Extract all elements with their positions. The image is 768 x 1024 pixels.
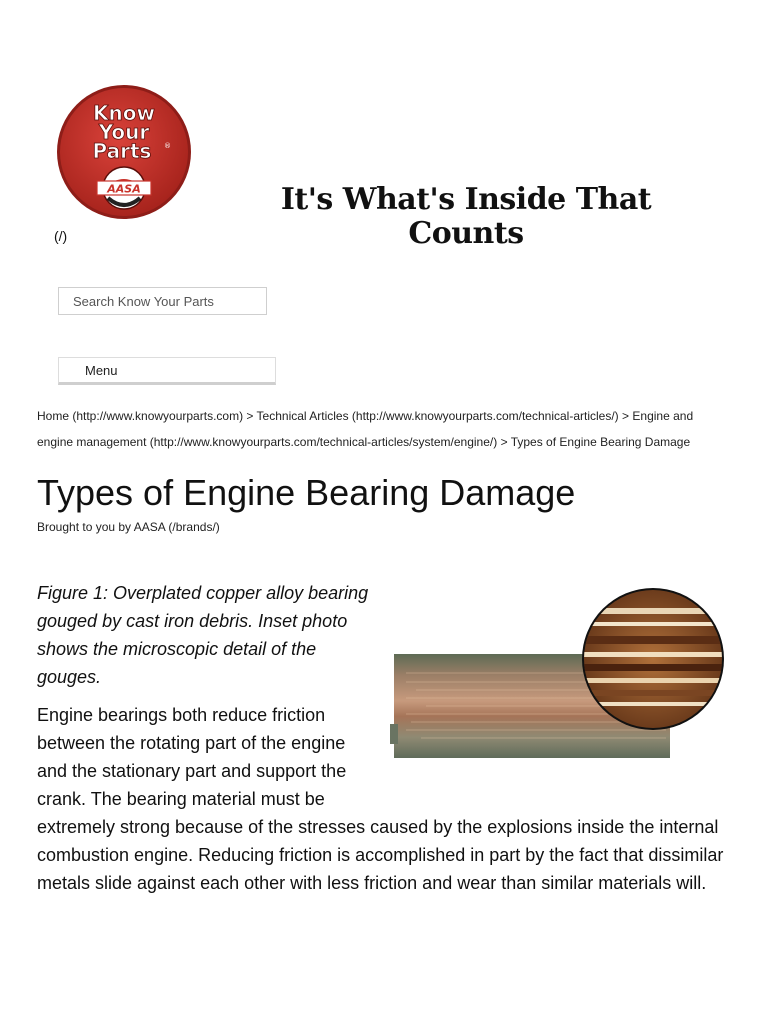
- logo-link-text: (/): [54, 228, 68, 244]
- byline: [37, 520, 220, 534]
- breadcrumb-separator: >: [622, 409, 630, 423]
- logo-badge-text: AASA: [107, 182, 141, 196]
- figure-float-spacer: [359, 701, 737, 813]
- breadcrumb-separator: >: [500, 435, 508, 449]
- breadcrumb-technical-articles[interactable]: Technical Articles (http://www.knowyourparts.com/technical-articles/): [256, 409, 619, 423]
- logo-line-2: Your: [98, 120, 150, 144]
- breadcrumb-home[interactable]: Home (http://www.knowyourparts.com): [37, 409, 244, 423]
- logo-line-3: Parts: [92, 139, 152, 163]
- logo-line-1: Know: [93, 101, 155, 125]
- site-tagline: It's What's Inside That Counts: [280, 182, 652, 251]
- byline-prefix: Brought to you by: [37, 520, 132, 534]
- byline-brand-link[interactable]: AASA (/brands/): [133, 520, 220, 534]
- figure-caption: Figure 1: Overplated copper alloy bearing gouged by cast iron debris. Inset photo shows the microscopic detail of the gouges.: [37, 583, 369, 687]
- article-body: [37, 701, 737, 897]
- logo-registered-mark: ®: [164, 142, 171, 150]
- page-title: Types of Engine Bearing Damage: [37, 472, 576, 513]
- breadcrumb: [37, 403, 717, 455]
- breadcrumb-current: Types of Engine Bearing Damage: [510, 435, 691, 449]
- breadcrumb-engine-management[interactable]: Engine and engine management (http://www.knowyourparts.com/technical-articles/system/engine/): [37, 409, 694, 449]
- article-body-text: Engine bearings both reduce friction between the rotating part of the engine and the stationary part and support the crank. The bearing material must be extremely strong because of the stresses caused by the explosions inside the internal combustion engine. Reducing friction is accomplished in part by the fact that dissimilar metals slide against each other with less friction and wear than similar materials will.: [37, 705, 724, 893]
- logo-link[interactable]: [54, 84, 194, 244]
- search-input[interactable]: [58, 287, 267, 315]
- know-your-parts-logo: [56, 84, 194, 224]
- menu-button[interactable]: Menu: [58, 357, 276, 385]
- breadcrumb-separator: >: [246, 409, 254, 423]
